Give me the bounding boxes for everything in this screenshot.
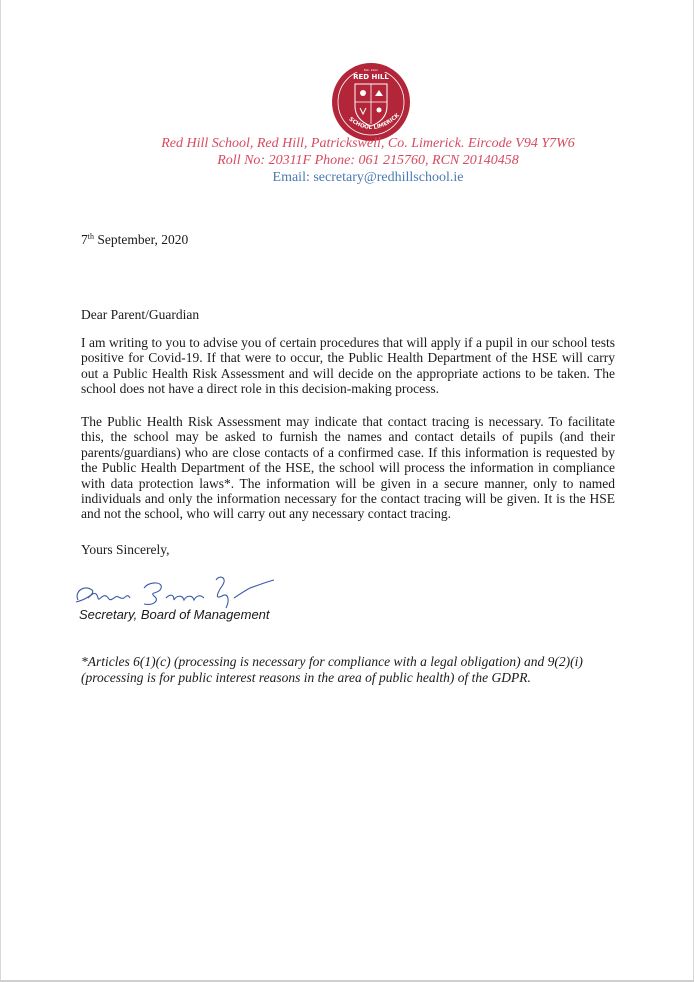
closing: Yours Sincerely, — [81, 542, 170, 557]
body-paragraph-2: The Public Health Risk Assessment may indicate that contact tracing is necessary. To facilitate this, the school may be asked to furnish the names and contact details of pupils (and their parents/guardians) who are close contacts of a confirmed case. If this information is requested by the Public Health Department of the HSE, the school will process the information in compliance with data protection laws*. The information will be given in a secure manner, only to named individuals and only the information necessary for the contact tracing will be given. It is the HSE and not the school, who will carry out any necessary contact tracing. — [81, 414, 615, 522]
signature-title: Secretary, Board of Management — [79, 607, 270, 622]
date-suffix: th — [87, 232, 94, 241]
school-address-line: Red Hill School, Red Hill, Patrickswell, Co. Limerick. Eircode V94 Y7W6 — [161, 136, 575, 151]
body-paragraph-1: I am writing to you to advise you of certain procedures that will apply if a pupil in our school tests positive for Covid-19. If that were to occur, the Public Health Department of the HSE will carry out a Public Health Risk Assessment and will decide on the appropriate actions to be taken. The school does not have a direct role in this decision-making process. — [81, 335, 615, 397]
school-roll-phone-line: Roll No: 20311F Phone: 061 215760, RCN 20140458 — [217, 153, 519, 168]
school-crest-logo — [331, 62, 411, 142]
svg-text:RED HILL: RED HILL — [353, 73, 389, 81]
school-email-line: Email: secretary@redhillschool.ie — [272, 170, 464, 185]
footnote: *Articles 6(1)(c) (processing is necessary for compliance with a legal obligation) and 9(2)(i) (processing is for public interest reasons in the area of public health) of the GDPR. — [81, 654, 583, 685]
letter-date — [81, 229, 188, 248]
svg-text:SCHOOL LIMERICK: SCHOOL LIMERICK — [347, 112, 401, 132]
date-day: 7 — [81, 232, 88, 247]
date-rest: September, 2020 — [93, 232, 189, 247]
salutation: Dear Parent/Guardian — [81, 307, 200, 322]
svg-text:Est. 19xx: Est. 19xx — [364, 68, 378, 72]
